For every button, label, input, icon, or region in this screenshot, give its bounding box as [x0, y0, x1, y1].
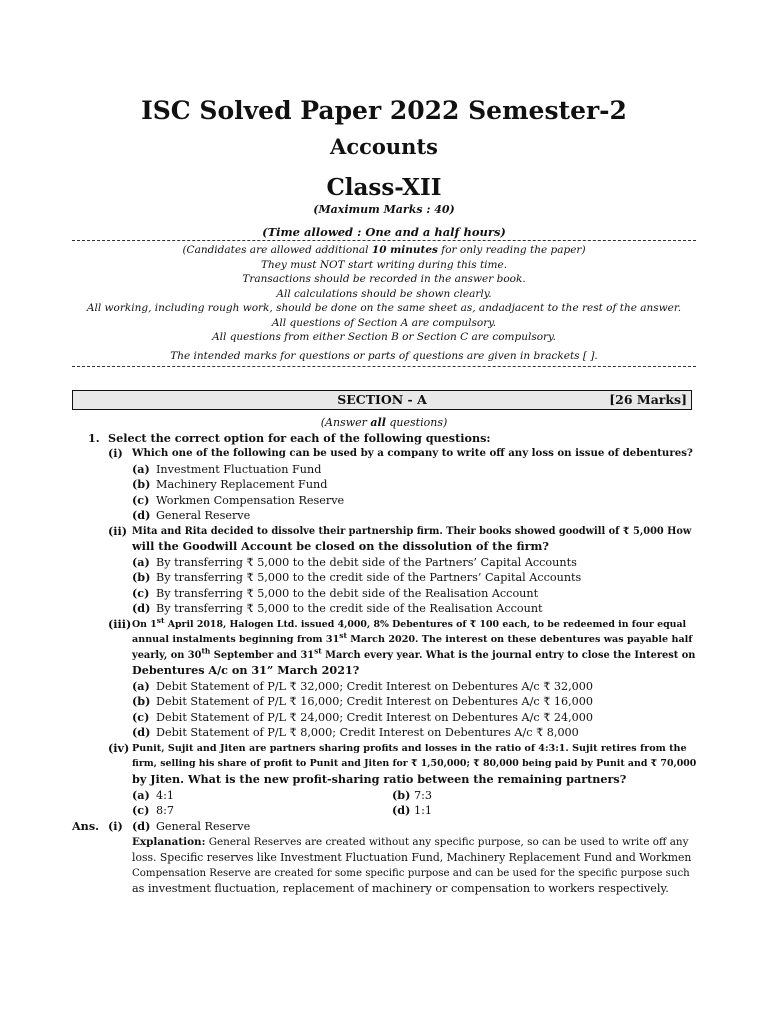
option-label: (b) [132, 477, 151, 491]
option-label: (a) [132, 679, 150, 693]
option-text: Machinery Replacement Fund [156, 478, 328, 491]
option-label: (b) [132, 694, 151, 708]
option-text: Investment Fluctuation Fund [156, 463, 322, 476]
instruction-line: All working, including rough work, should be done on the same sheet as, andadjacent to the rest of the answer. [86, 302, 682, 314]
instruction-line: All questions of Section A are compulsory. [271, 317, 497, 329]
option-text: By transferring ₹ 5,000 to the debit side of the Realisation Account [156, 587, 539, 600]
section-marks: [26 Marks] [609, 392, 687, 407]
option-label: (d) [132, 601, 151, 615]
option-label: (c) [132, 710, 150, 724]
explanation-text: Compensation Reserve are created for some specific purpose and can be used for the specific purpose such [132, 868, 690, 879]
answer-label: Ans. [72, 819, 100, 833]
option-text: 1:1 [414, 804, 433, 817]
explanation-text: Explanation: General Reserves are created without any specific purpose, so can be used to write off any [132, 836, 689, 848]
option-label: (c) [132, 586, 150, 600]
subquestion-text: Mita and Rita decided to dissolve their partnership firm. Their books showed goodwill of ₹ 5,000 How [132, 526, 692, 537]
dashed-divider-top [72, 240, 696, 241]
instruction-line: (Candidates are allowed additional 10 minutes for only reading the paper) [182, 244, 586, 256]
subquestion-number: (iii) [108, 617, 132, 631]
option-text: 7:3 [414, 789, 433, 802]
question-text: Select the correct option for each of the following questions: [108, 431, 491, 445]
subquestion-text: On 1st April 2018, Halogen Ltd. issued 4,000, 8% Debentures of ₹ 100 each, to be redeemed in four equal [132, 615, 687, 630]
instruction-line: They must NOT start writing during this time. [260, 259, 508, 271]
question-number: 1. [88, 431, 100, 445]
subquestion-text: Debentures A/c on 31” March 2021? [132, 663, 360, 677]
option-text: Debit Statement of P/L ₹ 24,000; Credit Interest on Debentures A/c ₹ 24,000 [156, 711, 594, 724]
option-text: Workmen Compensation Reserve [156, 494, 345, 507]
subquestion-text: firm, selling his share of profit to Punit and Jiten for ₹ 1,50,000; ₹ 80,000 being paid by Punit and ₹ 70,000 [132, 758, 697, 769]
option-text: General Reserve [156, 509, 251, 522]
subquestion-text: annual instalments beginning from 31st March 2020. The interest on these debentures was payable half [132, 630, 693, 645]
explanation-text: as investment fluctuation, replacement of machinery or compensation to workers respectively. [132, 882, 669, 895]
time-allowed: (Time allowed : One and a half hours) [262, 225, 506, 239]
answer-option-label: (d) [132, 819, 151, 833]
subquestion-text: Punit, Sujit and Jiten are partners sharing profits and losses in the ratio of 4:3:1. Sujit retires from the [132, 743, 687, 754]
option-label: (c) [132, 803, 150, 817]
subquestion-number: (ii) [108, 524, 128, 538]
class-title: Class-XII [326, 174, 442, 201]
dashed-divider-bottom [72, 366, 696, 367]
subquestion-number: (iv) [108, 741, 130, 755]
option-label: (a) [132, 555, 150, 569]
subquestion-number: (i) [108, 446, 123, 460]
answer-option-text: General Reserve [156, 820, 251, 833]
option-label: (b) [392, 788, 411, 802]
subquestion-text: by Jiten. What is the new profit-sharing ratio between the remaining partners? [132, 772, 627, 786]
option-text: Debit Statement of P/L ₹ 16,000; Credit Interest on Debentures A/c ₹ 16,000 [156, 695, 594, 708]
subquestion-text: yearly, on 30th September and 31st March every year. What is the journal entry to close the Interest on [132, 646, 696, 661]
section-name: SECTION - A [337, 392, 427, 407]
option-label: (a) [132, 788, 150, 802]
option-text: By transferring ₹ 5,000 to the credit side of the Realisation Account [156, 602, 543, 615]
option-text: Debit Statement of P/L ₹ 32,000; Credit Interest on Debentures A/c ₹ 32,000 [156, 680, 594, 693]
answer-all-note: (Answer all questions) [320, 416, 448, 429]
option-text: 8:7 [156, 804, 175, 817]
option-text: By transferring ₹ 5,000 to the debit side of the Partners’ Capital Accounts [156, 556, 577, 569]
option-label: (b) [132, 570, 151, 584]
instruction-line: The intended marks for questions or parts of questions are given in brackets [ ]. [170, 350, 598, 362]
option-label: (a) [132, 462, 150, 476]
option-text: 4:1 [156, 789, 175, 802]
option-text: Debit Statement of P/L ₹ 8,000; Credit Interest on Debentures A/c ₹ 8,000 [156, 726, 579, 739]
subquestion-text: Which one of the following can be used by a company to write off any loss on issue of debentures? [132, 447, 693, 459]
explanation-text: loss. Specific reserves like Investment Fluctuation Fund, Machinery Replacement Fund and Workmen [132, 851, 692, 864]
paper-title: ISC Solved Paper 2022 Semester-2 [141, 96, 627, 125]
option-label: (d) [132, 508, 151, 522]
option-text: By transferring ₹ 5,000 to the credit side of the Partners’ Capital Accounts [156, 571, 582, 584]
option-label: (d) [392, 803, 411, 817]
instruction-line: All questions from either Section B or Section C are compulsory. [212, 331, 556, 343]
instruction-line: Transactions should be recorded in the answer book. [242, 273, 526, 285]
subquestion-text: will the Goodwill Account be closed on the dissolution of the firm? [132, 539, 549, 553]
maximum-marks: (Maximum Marks : 40) [313, 203, 455, 216]
subject-title: Accounts [330, 134, 438, 159]
answer-number: (i) [108, 819, 123, 833]
option-label: (d) [132, 725, 151, 739]
instruction-line: All calculations should be shown clearly. [276, 288, 492, 300]
option-label: (c) [132, 493, 150, 507]
section-header [72, 390, 692, 410]
